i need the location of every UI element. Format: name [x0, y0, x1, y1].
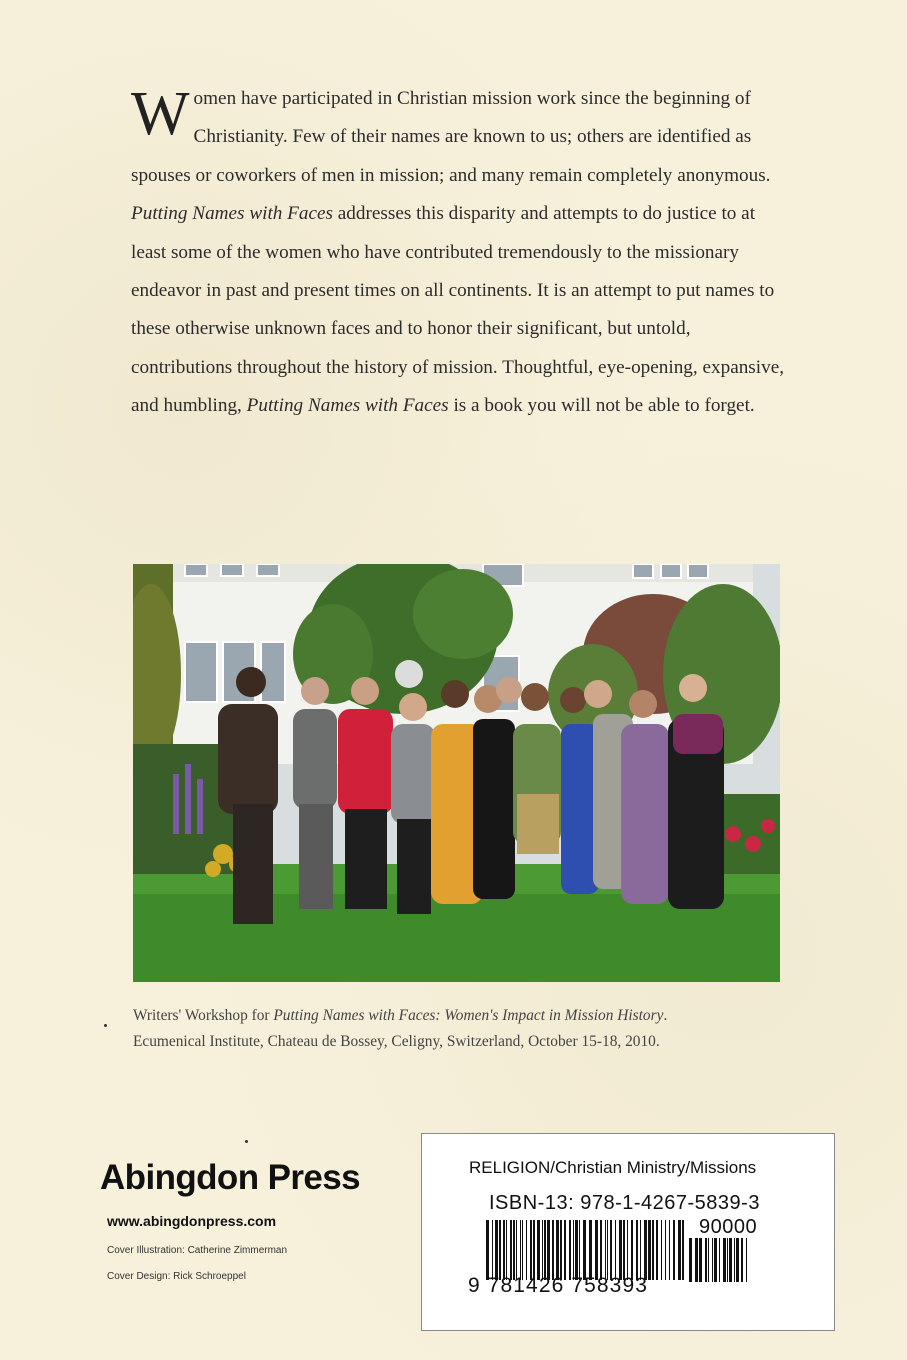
blurb-book-title-1: Putting Names with Faces: [131, 203, 333, 225]
caption-suffix: .: [663, 1007, 668, 1024]
bisac-category: RELIGION/Christian Ministry/Missions: [469, 1158, 757, 1177]
paper-speck: [245, 1140, 248, 1143]
blurb-book-title-2: Putting Names with Faces: [246, 395, 449, 417]
caption-book-title: Putting Names with Faces: Women's Impact in Mission History: [273, 1007, 664, 1024]
isbn-text: ISBN-13: 978-1-4267-5839-3: [489, 1192, 760, 1214]
drop-cap-letter: W: [131, 80, 190, 148]
barcode-label: [421, 1133, 835, 1331]
photo-caption: [133, 1003, 833, 1055]
cover-illustration-credit: Cover Illustration: Catherine Zimmerman: [107, 1245, 288, 1256]
barcode-bars: [486, 1220, 686, 1280]
publisher-name: Abingdon Press: [100, 1158, 360, 1197]
price-barcode-bars: [689, 1238, 749, 1282]
blurb-text-part1: omen have participated in Christian mission work since the beginning of Christianity. Few of their names are known to us; others are identified as spouses or coworkers of men in mission; and many remain completely anonymous.: [131, 88, 771, 186]
caption-line-2: Ecumenical Institute, Chateau de Bossey, Celigny, Switzerland, October 15-18, 2010.: [133, 1033, 660, 1050]
publisher-website: www.abingdonpress.com: [107, 1213, 277, 1229]
group-photo: [133, 564, 780, 982]
barcode-digits: 9 781426 758393: [468, 1274, 648, 1297]
caption-line-1: [133, 1003, 833, 1029]
blurb-text-part2: addresses this disparity and attempts to do justice to at least some of the women who have contributed tremendously to the missionary endeavor in past and present times on all continents. It is an attempt to put names to these otherwise unknown faces and to honor their significant, but untold, contributions throughout the history of mission. Thoughtful, eye-opening, expansive, and humbling,: [131, 203, 785, 417]
back-cover-blurb: [131, 80, 791, 426]
price-code: 90000: [699, 1216, 758, 1238]
blurb-text-part3: is a book you will not be able to forget.: [448, 395, 755, 417]
caption-prefix: Writers' Workshop for: [133, 1007, 274, 1024]
cover-design-credit: Cover Design: Rick Schroeppel: [107, 1271, 246, 1282]
paper-speck: [104, 1024, 107, 1027]
